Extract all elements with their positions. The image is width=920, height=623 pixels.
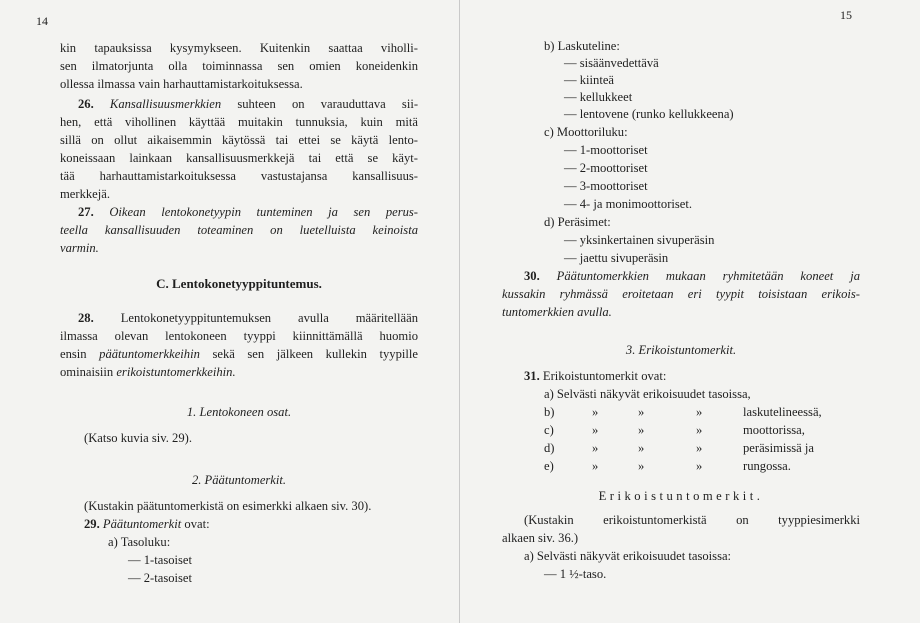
text-line: ilmassa olevan lentokoneen tyyppi kiinnittämällä huomio	[60, 329, 418, 343]
text-line: tää harhauttamistarkoituksessa vastustajansa kansallisuus-	[60, 169, 418, 183]
row-label: c)	[544, 423, 554, 437]
list-label: b) Laskuteline:	[544, 39, 620, 53]
text: ominaisiin	[60, 365, 114, 379]
list-item: — sisäänvedettävä	[564, 56, 659, 70]
page-number: 15	[840, 8, 852, 22]
row-label: e)	[544, 459, 554, 473]
subsection-heading: 2. Päätuntomerkit.	[191, 473, 287, 487]
note-line: alkaen siv. 36.)	[502, 531, 579, 545]
text-line: ollessa ilmassa vain harhauttamistarkoituksessa.	[60, 77, 303, 91]
row-text: peräsimissä ja	[743, 441, 814, 455]
text-line	[78, 204, 418, 220]
paragraph-29	[84, 516, 210, 532]
spaced-heading: Erikoistuntomerkit.	[598, 489, 764, 503]
row-text: laskutelineessä,	[743, 405, 822, 419]
list-item: — 4- ja monimoottoriset.	[564, 197, 693, 211]
row-text: moottorissa,	[743, 423, 805, 437]
text: suhteen on varauduttava sii-	[237, 97, 419, 111]
list-item: — 1-moottoriset	[564, 143, 648, 157]
ditto-mark: »	[592, 459, 599, 473]
emphasis: Päätuntomerkkien mukaan ryhmitetään koneet ja	[556, 269, 860, 283]
ditto-mark: »	[638, 405, 645, 419]
text-line: tuntomerkkien avulla.	[502, 305, 612, 319]
note: (Kustakin päätuntomerkistä on esimerkki alkaen siv. 30).	[84, 499, 372, 513]
list-item: — 1 ½-taso.	[544, 567, 607, 581]
ditto-mark: »	[592, 405, 599, 419]
text-line: sen ilmatorjunta olla toiminnassa sen omien koneidenkin	[60, 59, 418, 73]
subsection-heading: 1. Lentokoneen osat.	[186, 405, 292, 419]
text: Erikoistuntomerkit ovat:	[542, 369, 667, 383]
text-line	[78, 96, 418, 112]
paragraph-number: 30.	[524, 269, 540, 283]
list-item: — kellukkeet	[564, 90, 633, 104]
list-label: c) Moottoriluku:	[544, 125, 628, 139]
text: Lentokonetyyppituntemuksen avulla määritellään	[120, 311, 418, 325]
row-label: d)	[544, 441, 555, 455]
paragraph-31	[524, 368, 666, 384]
text-line: koneissaan lainkaan kansallisuusmerkkejä tai että se käyt-	[60, 151, 418, 165]
paragraph-number: 26.	[78, 97, 94, 111]
text: sekä sen jälkeen kullekin tyypille	[212, 347, 418, 361]
text: ovat:	[184, 517, 210, 531]
ditto-mark: »	[592, 441, 599, 455]
list-item: — kiinteä	[564, 73, 615, 87]
right-page	[460, 0, 920, 623]
subsection-heading: 3. Erikoistuntomerkit.	[625, 343, 737, 357]
text-line: kin tapauksissa kysymykseen. Kuitenkin saattaa viholli-	[60, 41, 418, 55]
paragraph-number: 28.	[78, 311, 94, 325]
row-text: rungossa.	[743, 459, 791, 473]
text-line	[60, 346, 418, 362]
emphasis: Kansallisuusmerkkien	[109, 97, 222, 111]
row-label: b)	[544, 405, 555, 419]
emphasis: Oikean lentokonetyypin tunteminen ja sen perus-	[109, 205, 418, 219]
text: ensin	[60, 347, 87, 361]
list-item: — 3-moottoriset	[564, 179, 648, 193]
ditto-mark: »	[696, 405, 703, 419]
paragraph-number: 31.	[524, 369, 540, 383]
text-line	[60, 364, 236, 380]
ditto-mark: »	[696, 459, 703, 473]
ditto-mark: »	[638, 441, 645, 455]
list-item: a) Selvästi näkyvät erikoisuudet tasoissa,	[544, 387, 751, 401]
note-line: (Kustakin erikoistuntomerkistä on tyyppiesimerkki	[524, 513, 860, 527]
list-item: — 2-moottoriset	[564, 161, 648, 175]
ditto-mark: »	[696, 423, 703, 437]
list-item: — yksinkertainen sivuperäsin	[564, 233, 715, 247]
emphasis: erikoistuntomerkkeihin.	[116, 365, 236, 379]
paragraph-number: 27.	[78, 205, 94, 219]
ditto-mark: »	[638, 459, 645, 473]
text-line: merkkejä.	[60, 187, 110, 201]
page-number: 14	[36, 14, 48, 28]
ditto-mark: »	[592, 423, 599, 437]
paragraph-number: 29.	[84, 517, 100, 531]
list-label: d) Peräsimet:	[544, 215, 611, 229]
list-item: — jaettu sivuperäsin	[564, 251, 669, 265]
list-item: a) Selvästi näkyvät erikoisuudet tasoissa:	[524, 549, 732, 563]
section-heading: C. Lentokonetyyppituntemus.	[156, 276, 322, 291]
list-item: — 2-tasoiset	[128, 571, 193, 585]
ditto-mark: »	[696, 441, 703, 455]
text-line: teella kansallisuuden toteaminen on luetelluista keinoista	[60, 223, 418, 237]
text-line: kussakin ryhmässä eroitetaan eri tyypit toisistaan erikois-	[502, 287, 860, 301]
text-line: sillä on ollut aikaisemmin käytössä tai ettei se käytä lento-	[60, 133, 418, 147]
note: (Katso kuvia siv. 29).	[84, 431, 192, 445]
list-item: — 1-tasoiset	[128, 553, 193, 567]
ditto-mark: »	[638, 423, 645, 437]
emphasis: päätuntomerkkeihin	[99, 347, 200, 361]
emphasis: Päätuntomerkit	[102, 517, 182, 531]
text-line: hen, että vihollinen käyttää muitakin tunnuksia, kuin mitä	[60, 115, 418, 129]
text-line	[524, 268, 860, 284]
text-line	[78, 310, 418, 326]
list-item: — lentovene (runko kellukkeena)	[564, 107, 734, 121]
list-label: a) Tasoluku:	[108, 535, 171, 549]
text-line: varmin.	[60, 241, 99, 255]
